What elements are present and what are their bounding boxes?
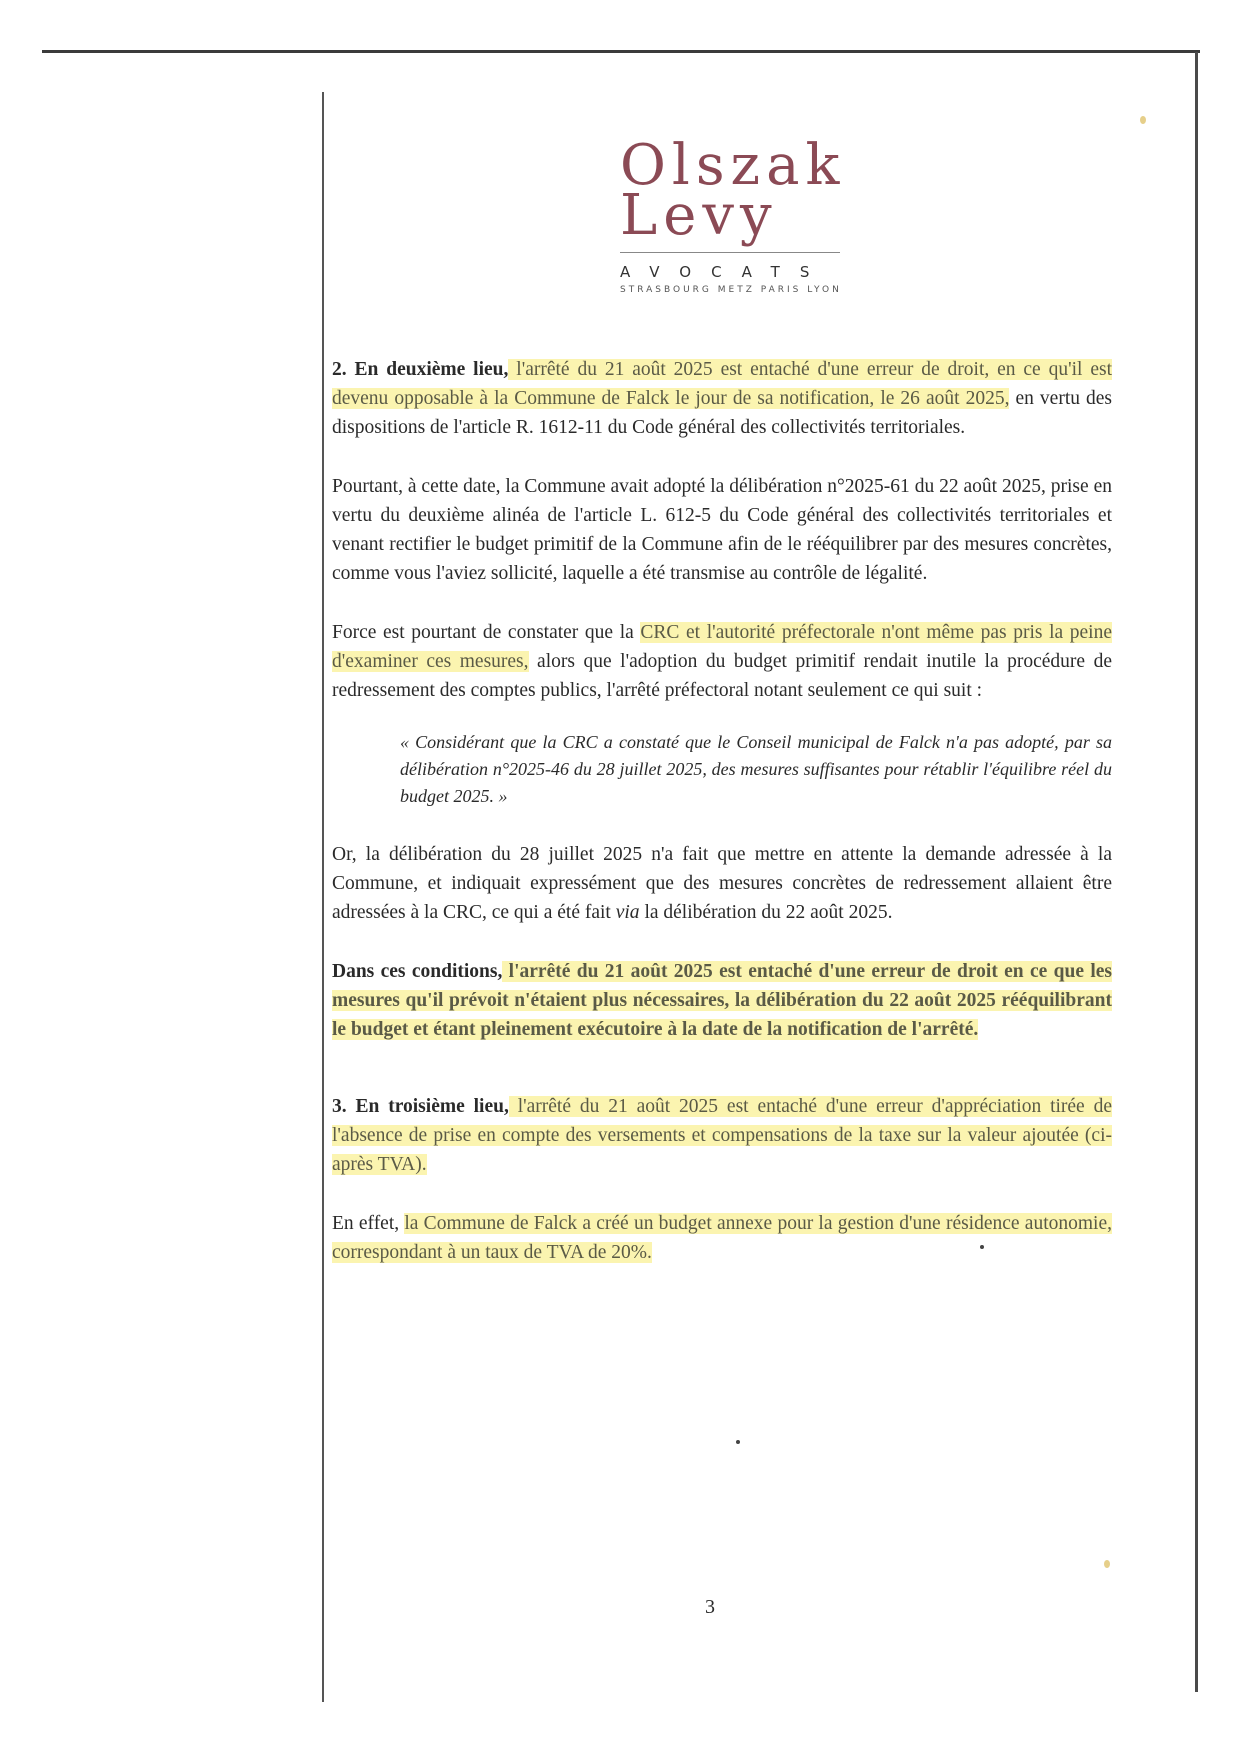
scan-speck [1104,1560,1110,1568]
logo-line-2: Levy [620,183,778,248]
firm-logo [620,133,846,295]
scan-speck [1140,116,1146,124]
paragraph-3-troisieme-lieu [332,1092,1112,1179]
paragraph-lead: 2. En deuxième lieu, [332,359,509,380]
paragraph-force-est [332,618,1112,705]
scan-speck [736,1440,740,1444]
scan-edge-left [322,92,324,1702]
logo-subtitle: AVOCATS [620,263,830,281]
paragraph-text: Or, la délibération du 28 juillet 2025 n'a fait que mettre en attente la demande adressée à la Commune, et indiquait expressément que des mesures concrètes de redressement allaient être adressées à la CRC, ce qui a été fait [332,844,1112,923]
paragraph-conclusion [332,957,1112,1044]
highlighted-text: l'arrêté du 21 août 2025 est entaché d'une erreur de droit en ce que les mesures qu'il prévoit n'étaient plus nécessaires, la délibération du 22 août 2025 rééquilibrant le budget et étant pleinement exécutoire à la date de la notification de l'arrêté. [332,961,1112,1040]
logo-rule [620,252,840,253]
paragraph-text: Force est pourtant de constater que la [332,622,641,643]
paragraph-text: alors que l'adoption du budget primitif rendait inutile la procédure de redressement des comptes publics, l'arrêté préfectoral notant seulement ce qui suit : [332,651,1113,701]
logo-line-1: Olszak [620,133,846,198]
italic-via: via [615,902,640,923]
paragraph-text: la délibération du 22 août 2025. [639,902,893,923]
page-number [0,1596,1240,1619]
scan-edge-right [1195,52,1198,1692]
paragraph-text: en vertu des dispositions de l'article R. 1612-11 du Code général des collectivités territoriales. [332,388,1113,438]
paragraph-lead: Dans ces conditions, [332,961,503,982]
paragraph-en-effet [332,1209,1112,1267]
highlighted-text: CRC et l'autorité préfectorale n'ont même pas pris la peine d'examiner ces mesures, [332,622,1112,672]
logo-cities: STRASBOURG METZ PARIS LYON [620,285,842,295]
paragraph-lead: 3. En troisième lieu, [332,1096,509,1117]
page-number-text: 3 [705,1596,715,1618]
paragraph-pourtant: Pourtant, à cette date, la Commune avait adopté la délibération n°2025-61 du 22 août 2025, prise en vertu du deuxième alinéa de l'article L. 612-5 du Code général des collectivités territoriales et venant rectifier le budget primitif de la Commune afin de le rééquilibrer par des mesures concrètes, comme vous l'aviez sollicité, laquelle a été transmise au contrôle de légalité. [332,476,1112,584]
letter-body [332,355,1112,1267]
scan-edge-top [42,50,1200,53]
highlighted-text: la Commune de Falck a créé un budget annexe pour la gestion d'une résidence autonomie, correspondant à un taux de TVA de 20%. [332,1213,1112,1263]
paragraph-text: En effet, [332,1213,405,1234]
highlighted-text: l'arrêté du 21 août 2025 est entaché d'une erreur de droit, en ce qu'il est devenu opposable à la Commune de Falck le jour de sa notification, le 26 août 2025, [332,359,1112,409]
paragraph-2-deuxieme-lieu [332,355,1112,442]
paragraph-or [332,840,1112,927]
highlighted-text: l'arrêté du 21 août 2025 est entaché d'une erreur d'appréciation tirée de l'absence de prise en compte des versements et compensations de la taxe sur la valeur ajoutée (ci-après TVA). [332,1096,1112,1175]
block-quote: « Considérant que la CRC a constaté que le Conseil municipal de Falck n'a pas adopté, par sa délibération n°2025-46 du 28 juillet 2025, des mesures suffisantes pour rétablir l'équilibre réel du budget 2025. » [400,732,1112,806]
